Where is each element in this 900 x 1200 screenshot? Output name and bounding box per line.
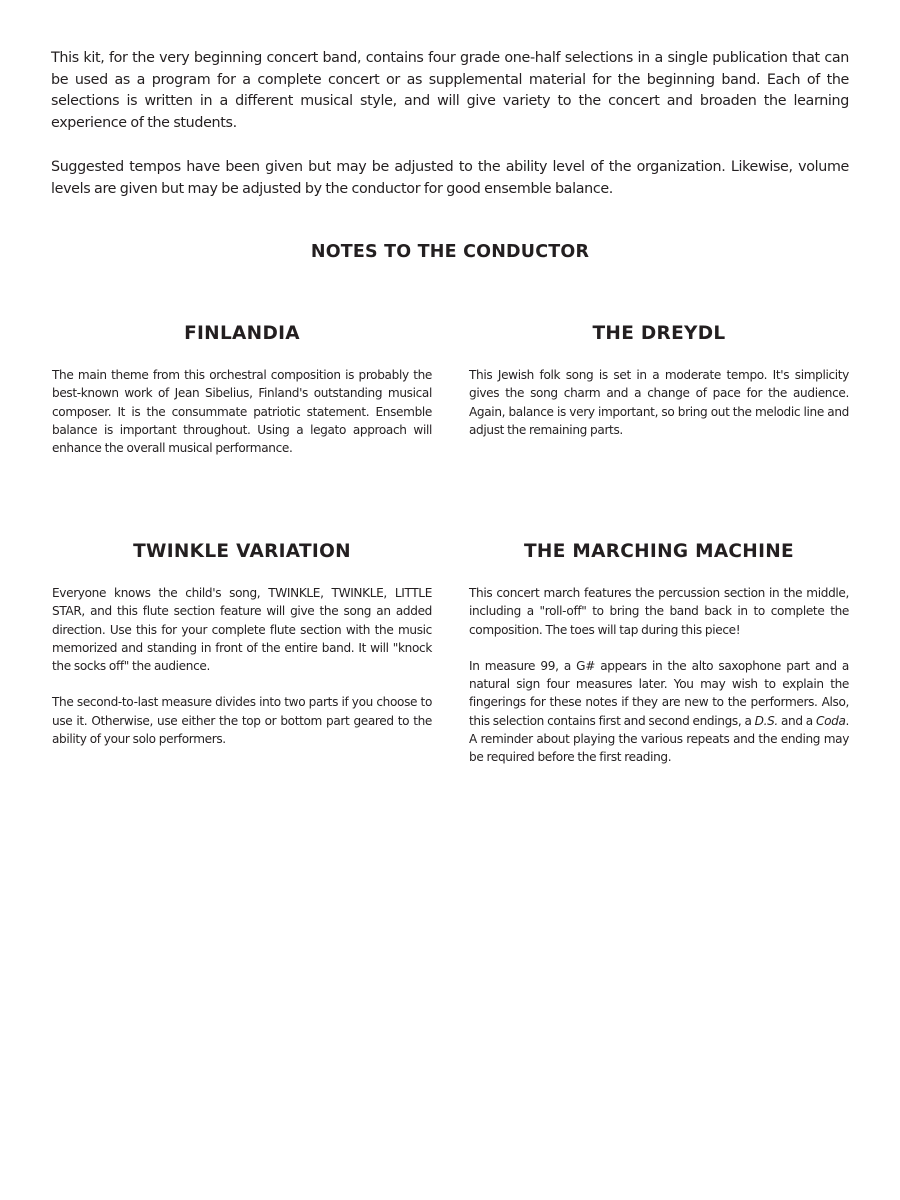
section-title-twinkle: TWINKLE VARIATION — [133, 541, 351, 562]
section-title-dreydl: THE DREYDL — [592, 323, 726, 344]
section-title-marching: THE MARCHING MACHINE — [524, 541, 794, 562]
intro-paragraph-2: Suggested tempos have been given but may be adjusted to the ability level of the organization. Likewise, volume levels are given but may be adjusted by the conductor for good ensemble balance. — [51, 159, 849, 197]
marching-paragraph-2-part-b: and a — [777, 713, 816, 728]
dreydl-paragraph-1: This Jewish folk song is set in a moderate tempo. It's simplicity gives the song charm and a change of pace for the audience. Again, balance is very important, so bring out the melodic line and adjust the remaining parts. — [469, 368, 849, 437]
section-finlandia — [52, 322, 432, 475]
section-twinkle — [52, 540, 432, 766]
twinkle-paragraph-2: The second-to-last measure divides into two parts if you choose to use it. Otherwise, use either the top or bottom part geared to the ability of your solo performers. — [52, 695, 432, 747]
marching-paragraph-2 — [469, 657, 849, 767]
twinkle-paragraph-1: Everyone knows the child's song, TWINKLE, TWINKLE, LITTLE STAR, and this flute section feature will give the song an added direction. Use this for your complete flute section with the music memorized and standing in front of the entire band. It will "knock the socks off" the audience. — [52, 586, 432, 674]
coda-term: Coda — [815, 713, 846, 728]
notes-heading: NOTES TO THE CONDUCTOR — [310, 242, 590, 262]
section-dreydl — [469, 322, 849, 457]
marching-paragraph-2-part-a: In measure 99, a G# appears in the alto saxophone part and a natural sign four measures later. You may wish to explain the fingerings for these notes if they are new to the performers. Also, this selection contains first and second endings, a — [469, 658, 849, 728]
section-marching — [469, 540, 849, 785]
marching-paragraph-2-part-c: . A reminder about playing the various repeats and the ending may be required before the first reading. — [469, 713, 849, 765]
section-title-finlandia: FINLANDIA — [184, 323, 300, 344]
finlandia-paragraph-1: The main theme from this orchestral composition is probably the best-known work of Jean Sibelius, Finland's outstanding musical composer. It is the consummate patriotic statement. Ensemble balance is important throughout. Using a legato approach will enhance the overall musical performance. — [52, 368, 432, 456]
ds-term: D.S. — [754, 713, 778, 728]
intro-paragraph-1: This kit, for the very beginning concert band, contains four grade one-half selections in a single publication that can be used as a program for a complete concert or as supplemental material for the beginning band. Each of the selections is written in a different musical style, and will give variety to the concert and broaden the learning experience of the students. — [51, 50, 849, 132]
marching-paragraph-1: This concert march features the percussion section in the middle, including a "roll-off" to bring the band back in to complete the composition. The toes will tap during this piece! — [469, 586, 849, 637]
